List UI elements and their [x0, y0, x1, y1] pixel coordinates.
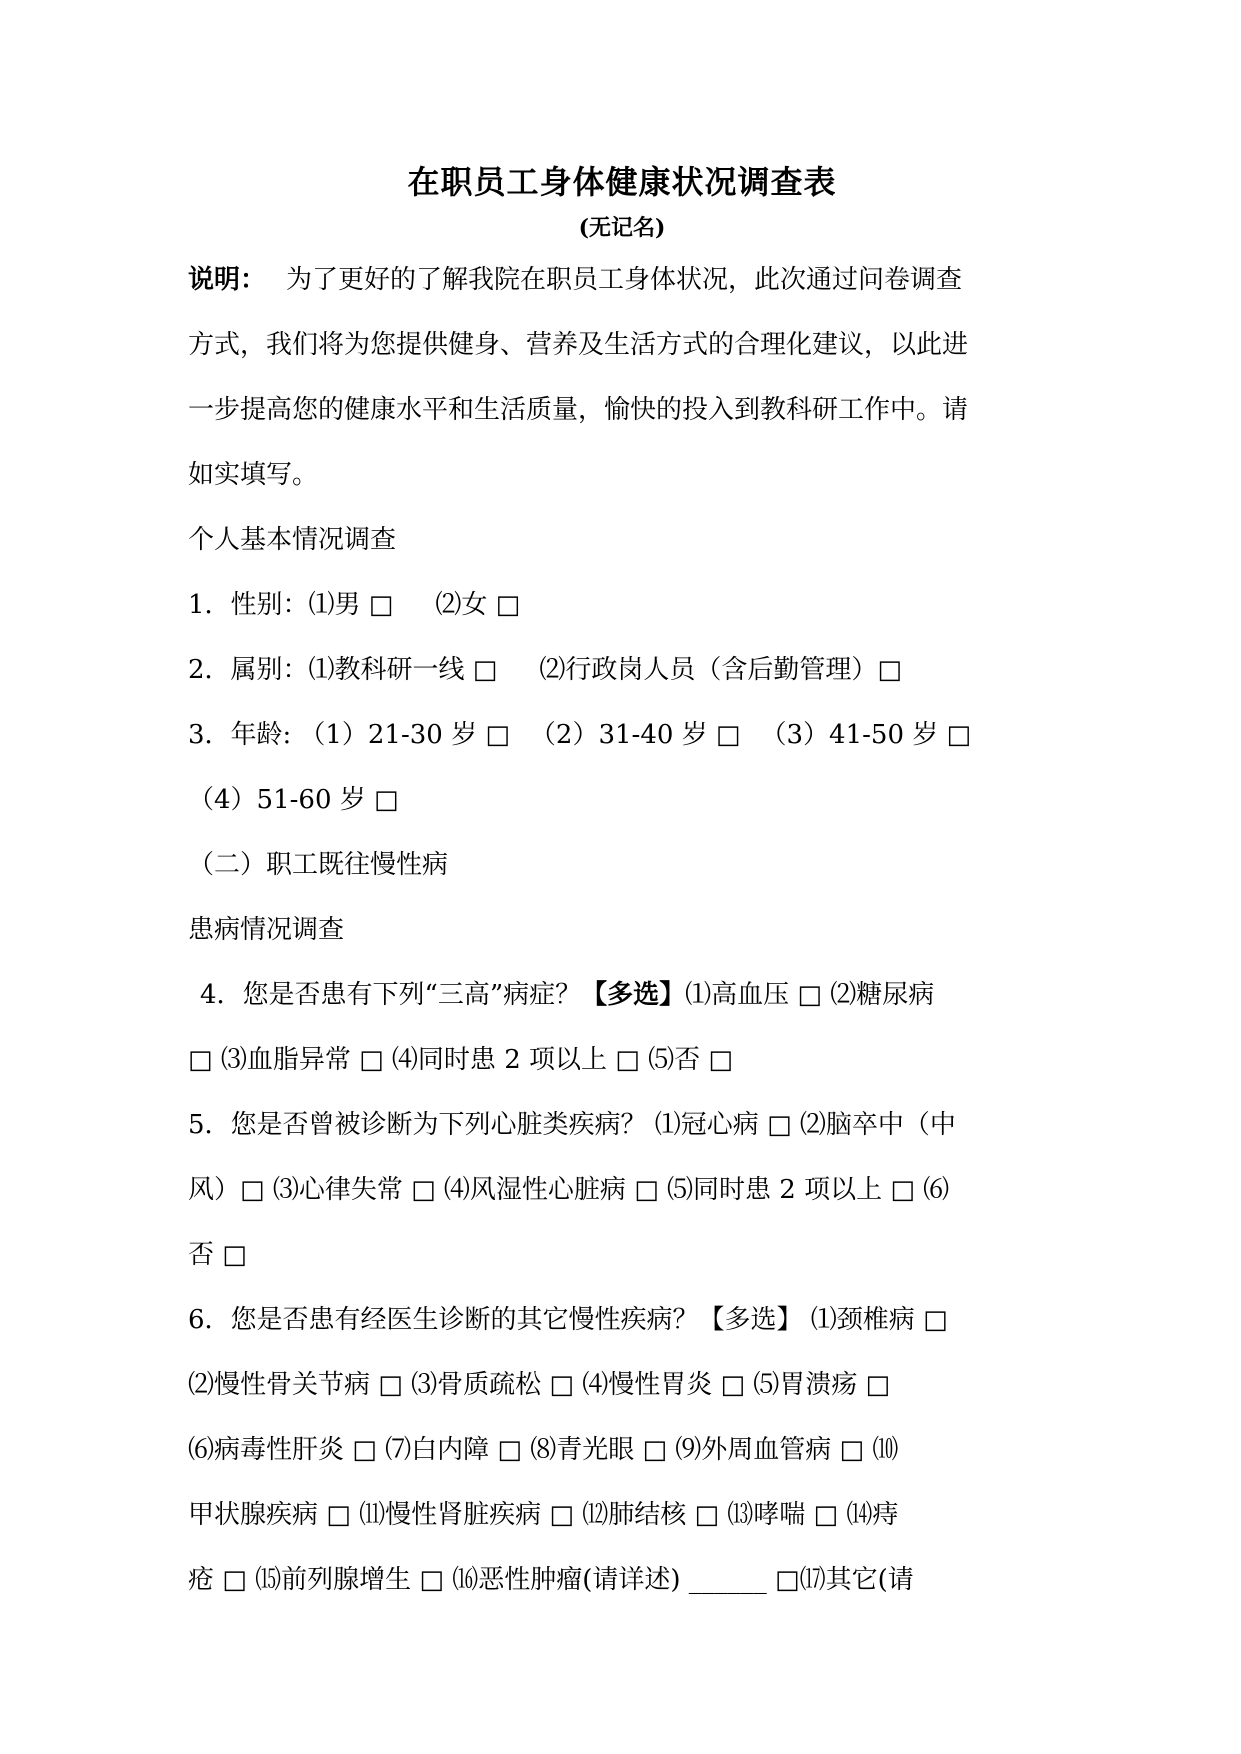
- q4-options[interactable]: ⑴高血压 □ ⑵糖尿病: [685, 980, 935, 1010]
- intro-text: 方式，我们将为您提供健身、营养及生活方式的合理化建议，以此进: [188, 330, 969, 360]
- intro-text: 如实填写。: [188, 460, 319, 490]
- question-age: [188, 703, 1056, 768]
- question-heart-disease-continued[interactable]: 否 □: [188, 1240, 247, 1270]
- question-category: [188, 638, 1056, 703]
- category-option-admin[interactable]: ⑵行政岗人员（含后勤管理）□: [539, 655, 902, 685]
- q4-multi-label: 【多选】: [581, 980, 686, 1010]
- section-disease-heading: 患病情况调查: [188, 915, 345, 945]
- age-option-2[interactable]: （2）31-40 岁 □: [529, 720, 741, 750]
- age-option-3[interactable]: （3）41-50 岁 □: [760, 720, 972, 750]
- question-age-continued: [188, 768, 1056, 833]
- intro-label: 说明：: [188, 265, 267, 295]
- question-other-chronic[interactable]: 6．您是否患有经医生诊断的其它慢性疾病？【多选】 ⑴颈椎病 □: [188, 1305, 948, 1335]
- question-three-highs: [188, 963, 1056, 1028]
- section-chronic-heading: （二）职工既往慢性病: [188, 850, 449, 880]
- section-basic-heading: 个人基本情况调查: [188, 525, 397, 555]
- document-page: [188, 160, 1056, 1613]
- gender-option-female[interactable]: ⑵女 □: [435, 590, 521, 620]
- intro-text: 为了更好的了解我院在职员工身体状况，此次通过问卷调查: [286, 265, 963, 295]
- age-label: 3．年龄:: [188, 720, 292, 750]
- question-other-chronic-continued[interactable]: 甲状腺疾病 □ ⑾慢性肾脏疾病 □ ⑿肺结核 □ ⒀哮喘 □ ⒁痔: [188, 1500, 899, 1530]
- category-option-teaching[interactable]: 2．属别：⑴教科研一线 □: [188, 655, 498, 685]
- document-title: 在职员工身体健康状况调查表: [407, 163, 837, 201]
- q4-text: 4．您是否患有下列“三高”病症？: [200, 980, 582, 1010]
- question-other-chronic-continued[interactable]: ⑹病毒性肝炎 □ ⑺白内障 □ ⑻青光眼 □ ⑼外周血管病 □ ⑽: [188, 1435, 899, 1465]
- question-heart-disease[interactable]: 5．您是否曾被诊断为下列心脏类疾病？ ⑴冠心病 □ ⑵脑卒中（中: [188, 1110, 956, 1140]
- gender-option-male[interactable]: 1．性别：⑴男 □: [188, 590, 394, 620]
- document-subtitle: (无记名): [578, 215, 666, 241]
- question-other-chronic-continued[interactable]: ⑵慢性骨关节病 □ ⑶骨质疏松 □ ⑷慢性胃炎 □ ⑸胃溃疡 □: [188, 1370, 891, 1400]
- intro-paragraph: [188, 248, 1056, 508]
- question-gender: [188, 573, 1056, 638]
- age-option-4[interactable]: （4）51-60 岁 □: [188, 785, 399, 815]
- intro-text: 一步提高您的健康水平和生活质量，愉快的投入到教科研工作中。请: [188, 395, 969, 425]
- age-option-1[interactable]: （1）21-30 岁 □: [299, 720, 510, 750]
- question-three-highs-continued[interactable]: □ ⑶血脂异常 □ ⑷同时患 2 项以上 □ ⑸否 □: [188, 1045, 733, 1075]
- question-heart-disease-continued[interactable]: 风）□ ⑶心律失常 □ ⑷风湿性心脏病 □ ⑸同时患 2 项以上 □ ⑹: [188, 1175, 950, 1205]
- question-other-chronic-continued[interactable]: 疮 □ ⒂前列腺增生 □ ⒃恶性肿瘤(请详述) ______ □⒄其它(请: [188, 1565, 914, 1595]
